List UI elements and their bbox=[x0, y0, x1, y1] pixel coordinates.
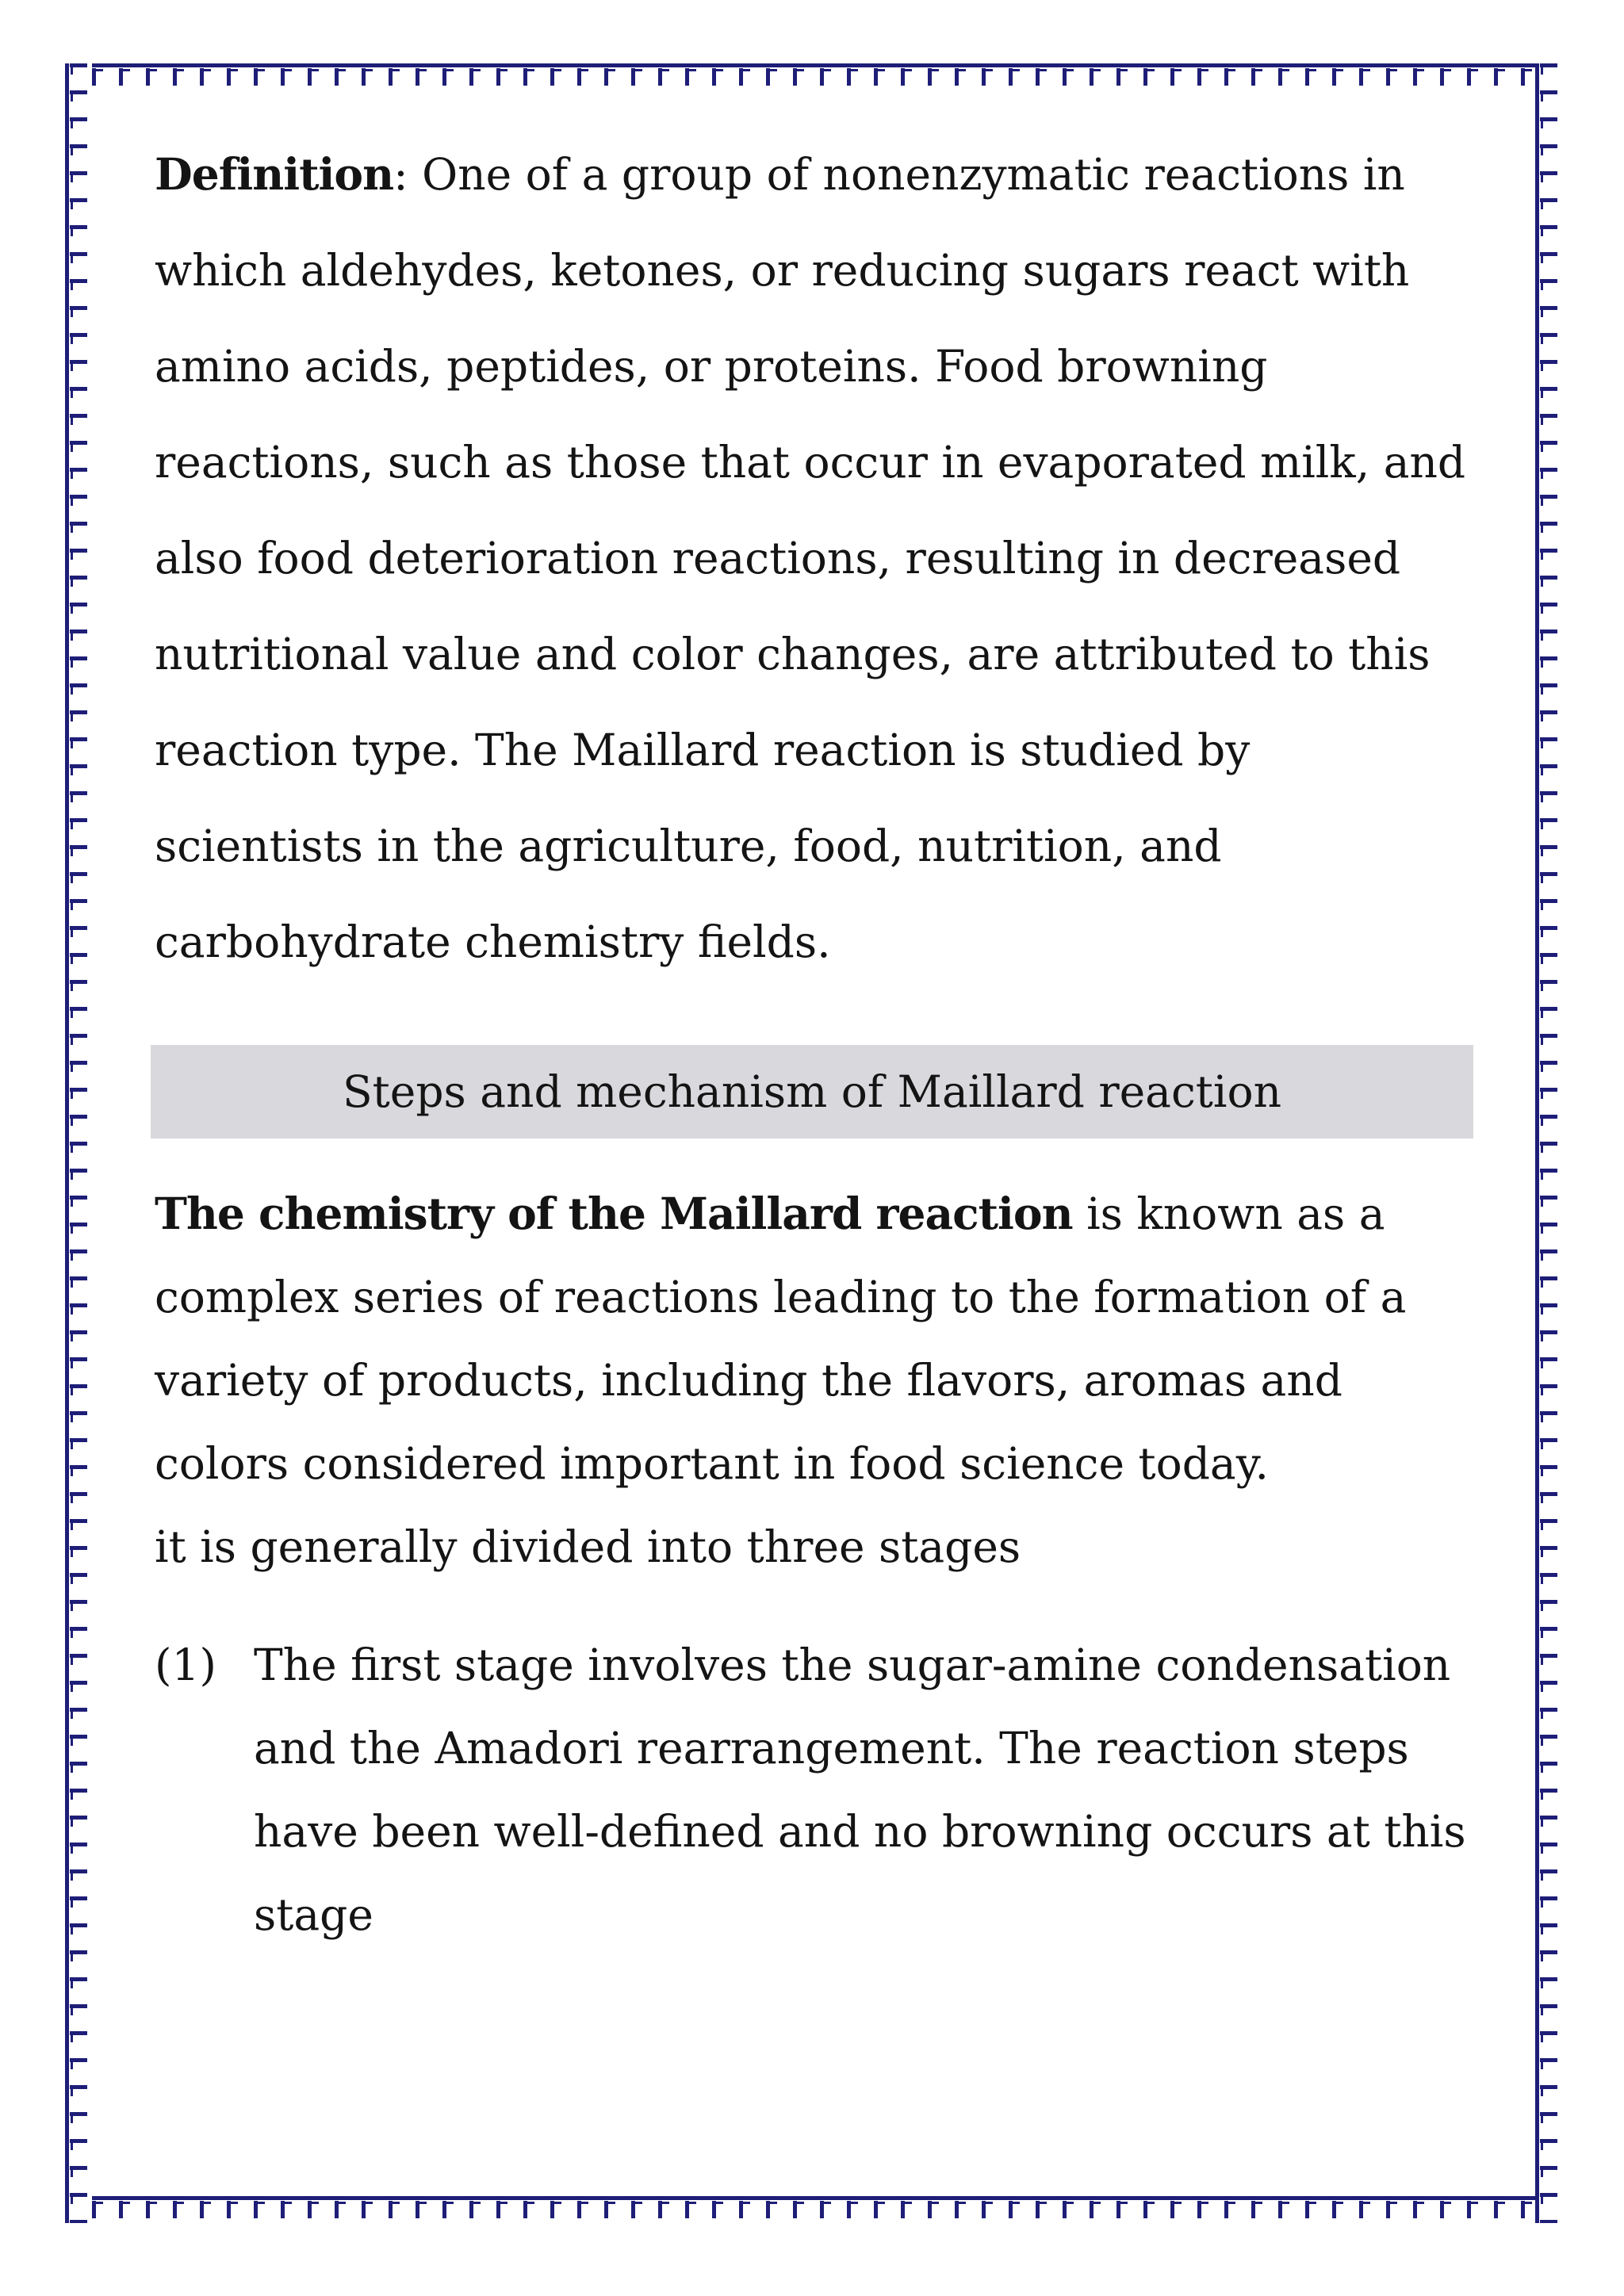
section-heading-bar bbox=[151, 1045, 1473, 1138]
chemistry-intro: it is generally divided into three stages bbox=[155, 1521, 1021, 1572]
chemistry-paragraph bbox=[155, 1172, 1471, 1589]
decorative-border-left bbox=[65, 63, 92, 2223]
stage-list-item bbox=[155, 1624, 1471, 1957]
definition-section bbox=[155, 148, 1471, 1019]
definition-separator: : bbox=[393, 149, 408, 200]
decorative-border-top bbox=[65, 63, 1562, 90]
chemistry-text: is known as a complex series of reactions leading to the formation of a variety of products, including the flavors, aromas and colors considered important in food science today. bbox=[155, 1188, 1407, 1489]
section-heading: Steps and mechanism of Maillard reaction bbox=[342, 1066, 1281, 1117]
definition-paragraph bbox=[155, 126, 1471, 990]
definition-term: Definition bbox=[155, 148, 394, 200]
decorative-border-bottom bbox=[65, 2196, 1562, 2223]
stage-number: (1) bbox=[155, 1640, 216, 1690]
definition-text: One of a group of nonenzymatic reactions in which aldehydes, ketones, or reducing sugars react with amino acids, peptides, or proteins. Food browning reactions, such as those that occur in evaporated milk, and also food deterioration reactions, resulting in decreased nutritional value and color changes, are attributed to this reaction type. The Maillard reaction is studied by scientists in the agriculture, food, nutrition, and carbohydrate chemistry fields. bbox=[155, 149, 1466, 967]
stage-text: The first stage involves the sugar-amine condensation and the Amadori rearrangement. The reaction steps have been well-defined and no browning occurs at this stage bbox=[254, 1640, 1466, 1940]
chemistry-term: The chemistry of the Maillard reaction bbox=[155, 1188, 1073, 1239]
decorative-border-right bbox=[1535, 63, 1562, 2223]
